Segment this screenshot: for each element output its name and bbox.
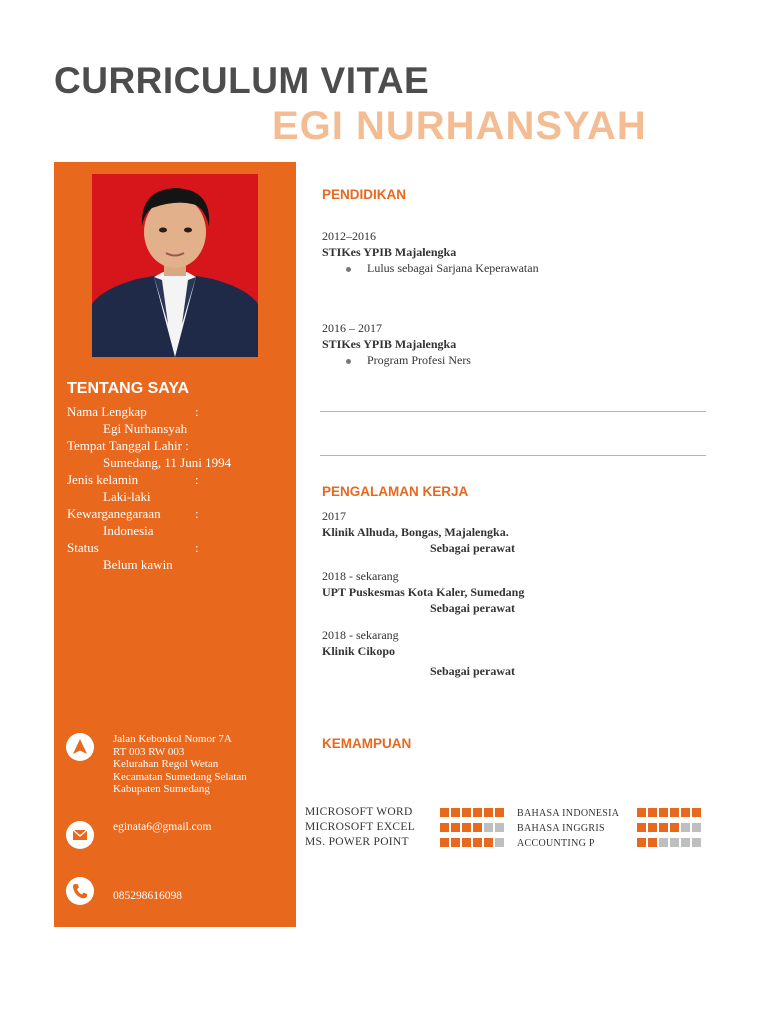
experience-place: UPT Puskesmas Kota Kaler, Sumedang: [322, 585, 525, 599]
education-period: 2016 – 2017: [322, 321, 382, 335]
rating-square: [462, 838, 471, 847]
rating-square: [451, 808, 460, 817]
about-label: Jenis kelamin: [67, 472, 139, 487]
rating-square: [637, 838, 646, 847]
person-portrait-icon: [92, 174, 258, 357]
rating-square: [659, 838, 668, 847]
sidebar: [54, 162, 296, 927]
about-label: Tempat Tanggal Lahir :: [67, 438, 189, 453]
divider-line: [320, 411, 706, 412]
skills-heading: KEMAMPUAN: [322, 736, 412, 751]
email-text[interactable]: eginata6@gmail.com: [113, 821, 212, 833]
about-value: Egi Nurhansyah: [103, 421, 188, 436]
about-label-row: [67, 539, 292, 556]
address-line: Kabupaten Sumedang: [113, 783, 210, 796]
phone-icon: [66, 877, 94, 905]
experience-place: Klinik Cikopo: [322, 644, 396, 658]
experience-heading: PENGALAMAN KERJA: [322, 484, 469, 499]
address-block: [113, 733, 247, 796]
education-heading: PENDIDIKAN: [322, 187, 407, 202]
education-institution: STIKes YPIB Majalengka: [322, 337, 457, 351]
rating-square: [648, 823, 657, 832]
experience-entry: [322, 569, 524, 617]
rating-square: [670, 838, 679, 847]
address-line: Kelurahan Regol Wetan: [113, 758, 219, 771]
about-value: Sumedang, 11 Juni 1994: [103, 455, 232, 470]
about-label: Status: [67, 540, 99, 555]
experience-period: 2017: [322, 509, 346, 523]
about-colon: :: [195, 404, 199, 419]
about-value: Laki-laki: [103, 489, 151, 504]
about-label-row: [67, 403, 292, 420]
rating-square: [473, 838, 482, 847]
about-heading: TENTANG SAYA: [67, 380, 190, 397]
rating-square: [637, 823, 646, 832]
rating-square: [670, 808, 679, 817]
rating-square: [462, 823, 471, 832]
education-detail: [322, 352, 471, 369]
rating-square: [659, 808, 668, 817]
rating-square: [473, 823, 482, 832]
education-entry: [322, 321, 471, 369]
rating-square: [440, 823, 449, 832]
candidate-name: EGI NURHANSYAH: [272, 104, 647, 148]
about-label-row: [67, 471, 292, 488]
rating-square: [495, 823, 504, 832]
about-colon: :: [195, 506, 199, 521]
education-detail-text: Lulus sebagai Sarjana Keperawatan: [367, 261, 539, 275]
experience-entry: [322, 628, 515, 680]
education-institution: STIKes YPIB Majalengka: [322, 245, 457, 259]
envelope-icon: [66, 821, 94, 849]
bullet-dot: [346, 359, 351, 364]
rating-square: [495, 808, 504, 817]
rating-square: [462, 808, 471, 817]
experience-role: Sebagai perawat: [430, 541, 515, 555]
about-colon: :: [195, 472, 199, 487]
education-entry: [322, 229, 539, 277]
rating-square: [495, 838, 504, 847]
address-line: Kecamatan Sumedang Selatan: [113, 770, 247, 783]
experience-period: 2018 - sekarang: [322, 569, 399, 583]
skill-name: MS. POWER POINT: [305, 836, 409, 848]
rating-square: [648, 838, 657, 847]
experience-place: Klinik Alhuda, Bongas, Majalengka.: [322, 525, 509, 539]
rating-square: [484, 823, 493, 832]
rating-square: [440, 808, 449, 817]
skill-name: BAHASA INDONESIA: [517, 808, 620, 819]
rating-square: [440, 838, 449, 847]
about-value: Indonesia: [103, 523, 154, 538]
rating-square: [692, 823, 701, 832]
rating-square: [451, 838, 460, 847]
divider-line: [320, 455, 706, 456]
rating-square: [681, 838, 690, 847]
education-period: 2012–2016: [322, 229, 376, 243]
about-value: Belum kawin: [103, 557, 173, 572]
rating-square: [484, 808, 493, 817]
about-label: Nama Lengkap: [67, 404, 147, 419]
experience-period: 2018 - sekarang: [322, 628, 399, 642]
experience-role: Sebagai perawat: [430, 601, 515, 615]
rating-square: [692, 838, 701, 847]
rating-square: [681, 808, 690, 817]
profile-photo: [92, 174, 258, 357]
rating-square: [451, 823, 460, 832]
bullet-dot: [346, 267, 351, 272]
experience-role: Sebagai perawat: [430, 664, 515, 678]
experience-entry: [322, 509, 515, 557]
rating-square: [648, 808, 657, 817]
about-label-row: [67, 437, 292, 454]
address-line: RT 003 RW 003: [113, 745, 185, 758]
education-detail: [322, 260, 539, 277]
phone-text[interactable]: 085298616098: [113, 890, 182, 902]
rating-square: [484, 838, 493, 847]
skill-name: MICROSOFT WORD: [305, 806, 413, 818]
about-label: Kewarganegaraan: [67, 506, 161, 521]
rating-square: [692, 808, 701, 817]
skill-name: BAHASA INGGRIS: [517, 823, 605, 834]
rating-square: [637, 808, 646, 817]
rating-square: [681, 823, 690, 832]
rating-square: [659, 823, 668, 832]
rating-square: [670, 823, 679, 832]
about-label-row: [67, 505, 292, 522]
address-line: Jalan Kebonkol Nomor 7A: [113, 733, 232, 745]
about-section: [67, 403, 292, 573]
about-colon: :: [195, 540, 199, 555]
location-arrow-icon: [66, 733, 94, 761]
cv-title: CURRICULUM VITAE: [54, 60, 430, 101]
education-detail-text: Program Profesi Ners: [367, 353, 471, 367]
rating-square: [473, 808, 482, 817]
skill-name: MICROSOFT EXCEL: [305, 821, 416, 833]
skill-name: ACCOUNTING P: [517, 838, 595, 849]
